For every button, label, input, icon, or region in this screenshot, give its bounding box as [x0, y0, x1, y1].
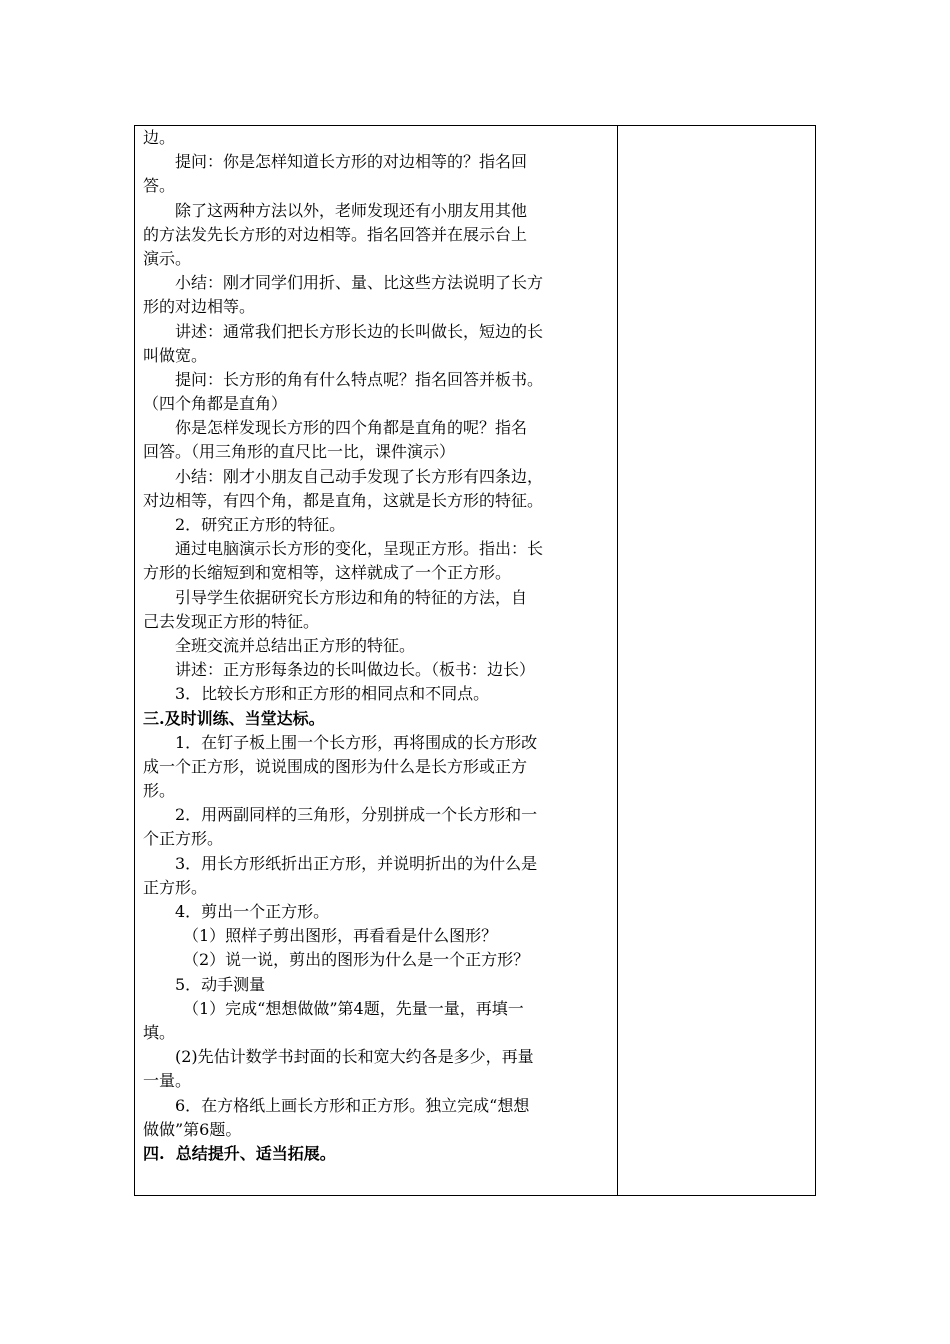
- text-line: 形的对边相等。: [143, 297, 256, 317]
- section-heading: 四. 总结提升、适当拓展。: [143, 1143, 336, 1163]
- text-line: 叫做宽。: [143, 345, 208, 365]
- text-line: 通过电脑演示长方形的变化，呈现正方形。指出：长: [175, 539, 544, 559]
- text-line: （四个角都是直角）: [143, 394, 288, 414]
- text-line: 3．比较长方形和正方形的相同点和不同点。: [175, 684, 490, 704]
- text-line: 小结：刚才同学们用折、量、比这些方法说明了长方: [175, 273, 544, 293]
- lesson-plan-table: [134, 125, 816, 1196]
- text-line: 的方法发先长方形的对边相等。指名回答并在展示台上: [143, 224, 528, 244]
- text-line: 回答。（用三角形的直尺比一比，课件演示）: [143, 442, 456, 462]
- text-line: 答。: [143, 176, 176, 196]
- text-line: 己去发现正方形的特征。: [143, 611, 320, 631]
- text-line: 提问：你是怎样知道长方形的对边相等的？指名回: [175, 152, 528, 172]
- text-line: 做做”第6题。: [143, 1119, 242, 1139]
- text-line: 5．动手测量: [175, 974, 266, 994]
- section-heading: 三.及时训练、当堂达标。: [143, 708, 325, 728]
- text-line: 讲述：正方形每条边的长叫做边长。（板书：边长）: [175, 660, 536, 680]
- text-line: 小结：刚才小朋友自己动手发现了长方形有四条边，: [175, 466, 544, 486]
- text-line: （1）照样子剪出图形，再看看是什么图形？: [183, 926, 498, 946]
- text-line: 你是怎样发现长方形的四个角都是直角的呢？指名: [175, 418, 528, 438]
- text-line: 全班交流并总结出正方形的特征。: [175, 635, 416, 655]
- text-line: 2．研究正方形的特征。: [175, 515, 346, 534]
- text-line: 引导学生依据研究长方形边和角的特征的方法，自: [175, 587, 528, 607]
- text-line: 一量。: [143, 1071, 192, 1091]
- notes-cell: [618, 126, 815, 1195]
- text-line: 形。: [143, 781, 176, 801]
- text-line: 成一个正方形，说说围成的图形为什么是长方形或正方: [143, 756, 528, 776]
- text-line: 填。: [143, 1022, 176, 1042]
- text-line: 2．用两副同样的三角形，分别拼成一个长方形和一: [175, 805, 538, 825]
- text-line: (2)先估计数学书封面的长和宽大约各是多少，再量: [175, 1047, 534, 1067]
- text-line: （2）说一说，剪出的图形为什么是一个正方形？: [183, 950, 530, 970]
- lesson-content-cell: [143, 126, 613, 1166]
- text-line: 提问：长方形的角有什么特点呢？指名回答并板书。: [175, 369, 544, 389]
- text-line: （1）完成“想想做做”第4题，先量一量，再填一: [183, 998, 524, 1018]
- text-line: 方形的长缩短到和宽相等，这样就成了一个正方形。: [143, 563, 512, 583]
- text-line: 3．用长方形纸折出正方形，并说明折出的为什么是: [175, 853, 538, 873]
- text-line: 对边相等，有四个角，都是直角，这就是长方形的特征。: [143, 490, 544, 510]
- text-line: 1．在钉子板上围一个长方形，再将围成的长方形改: [175, 732, 538, 752]
- text-line: 除了这两种方法以外，老师发现还有小朋友用其他: [175, 200, 528, 220]
- text-line: 讲述：通常我们把长方形长边的长叫做长，短边的长: [175, 321, 544, 341]
- text-line: 6．在方格纸上画长方形和正方形。独立完成“想想: [175, 1095, 530, 1115]
- text-line: 边。: [143, 128, 176, 147]
- text-line: 4．剪出一个正方形。: [175, 902, 330, 921]
- text-line: 个正方形。: [143, 829, 224, 849]
- text-line: 演示。: [143, 248, 192, 268]
- text-line: 正方形。: [143, 877, 208, 897]
